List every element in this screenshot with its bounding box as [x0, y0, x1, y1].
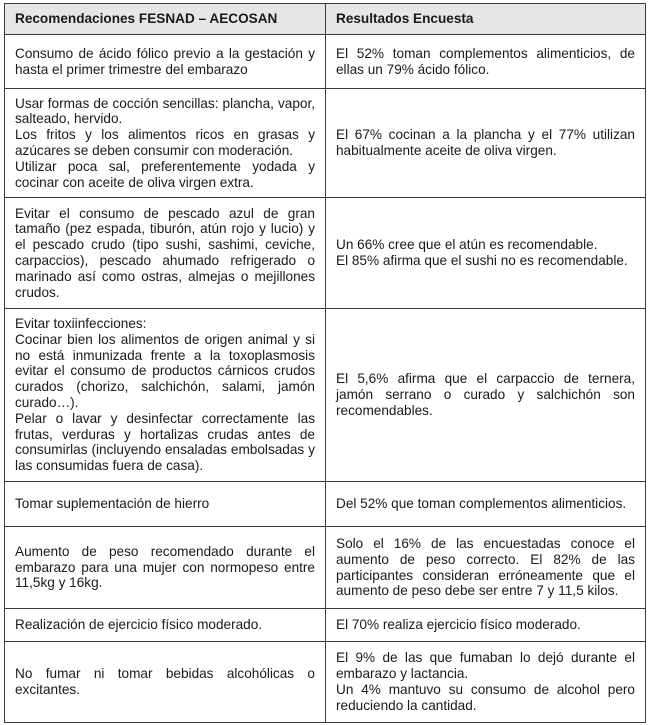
table-row: [5, 527, 646, 609]
table-row: [5, 309, 646, 482]
cell-text: Utilizar poca sal, preferentemente yodada y cocinar con aceite de oliva virgen extra.: [15, 158, 315, 190]
result-cell: [326, 642, 646, 723]
recommendation-cell: [5, 482, 326, 527]
table-header-row: [5, 4, 646, 35]
header-recommendations: Recomendaciones FESNAD – AECOSAN: [5, 4, 326, 35]
cell-text: Usar formas de cocción sencillas: plancha, vapor, salteado, hervido.: [15, 95, 315, 127]
cell-text: Los fritos y los alimentos ricos en grasas y azúcares se deben consumir con moderación.: [15, 127, 315, 158]
cell-text: Un 4% mantuvo su consumo de alcohol pero reduciendo la cantidad.: [336, 682, 635, 713]
result-cell: [326, 309, 646, 482]
result-cell: [326, 482, 646, 527]
table-row: [5, 609, 646, 642]
recommendation-cell: [5, 198, 326, 309]
cell-text: El 70% realiza ejercicio físico moderado.: [336, 617, 581, 633]
cell-text: El 67% cocinan a la plancha y el 77% utilizan habitualmente aceite de oliva virgen.: [336, 127, 635, 158]
table-row: [5, 198, 646, 309]
result-cell: [326, 198, 646, 309]
cell-text: Consumo de ácido fólico previo a la gestación y hasta el primer trimestre del embarazo: [15, 45, 315, 77]
recommendation-cell: [5, 609, 326, 642]
cell-text: El 52% toman complementos alimenticios, de ellas un 79% ácido fólico.: [336, 45, 635, 77]
table-row: [5, 642, 646, 723]
cell-text: Tomar suplementación de hierro: [15, 496, 210, 512]
cell-text: No fumar ni tomar bebidas alcohólicas o excitantes.: [15, 666, 315, 697]
result-cell: [326, 35, 646, 89]
result-cell: [326, 89, 646, 198]
header-results: Resultados Encuesta: [326, 4, 646, 35]
cell-text: El 5,6% afirma que el carpaccio de ternera, jamón serrano o curado y salchichón son recomendables.: [336, 371, 635, 418]
table-row: [5, 482, 646, 527]
cell-text: Realización de ejercicio físico moderado.: [15, 617, 263, 633]
table-row: [5, 89, 646, 198]
cell-text: Evitar toxiinfecciones:: [15, 316, 147, 332]
recommendation-cell: [5, 527, 326, 609]
cell-text: Evitar el consumo de pescado azul de gran tamaño (pez espada, tiburón, atún rojo y lucio) y el pescado crudo (tipo sushi, sashimi, ceviche, carpaccios), pescado ahumado refrigerado o marinado así como ostras, almejas o mejillones crudos.: [15, 205, 315, 300]
recommendation-cell: [5, 35, 326, 89]
cell-text: Cocinar bien los alimentos de origen animal y si no está inmunizada frente a la toxoplasmosis evitar el consumo de productos cárnicos crudos curados (chorizo, salchichón, salami, jamón curado…).: [15, 331, 315, 410]
cell-text: El 85% afirma que el sushi no es recomendable.: [336, 253, 628, 268]
cell-text: Solo el 16% de las encuestadas conoce el aumento de peso correcto. El 82% de las participantes consideran erróneamente que el aumento de peso debe ser entre 7 y 11,5 kilos.: [336, 535, 635, 599]
recommendation-cell: [5, 89, 326, 198]
cell-text: Un 66% cree que el atún es recomendable.: [336, 237, 598, 253]
recommendations-table: [4, 3, 646, 723]
cell-text: Aumento de peso recomendado durante el embarazo para una mujer con normopeso entre 11,5kg y 16kg.: [15, 543, 315, 591]
recommendation-cell: [5, 642, 326, 723]
table-row: [5, 35, 646, 89]
result-cell: [326, 527, 646, 609]
cell-text: Pelar o lavar y desinfectar correctamente las frutas, verduras y hortalizas crudas antes de consumirlas (incluyendo ensaladas embolsadas y las consumidas fuera de casa).: [15, 410, 315, 474]
recommendation-cell: [5, 309, 326, 482]
cell-text: El 9% de las que fumaban lo dejó durante el embarazo y lactancia.: [336, 650, 635, 682]
result-cell: [326, 609, 646, 642]
cell-text: Del 52% que toman complementos alimenticios.: [336, 496, 627, 512]
